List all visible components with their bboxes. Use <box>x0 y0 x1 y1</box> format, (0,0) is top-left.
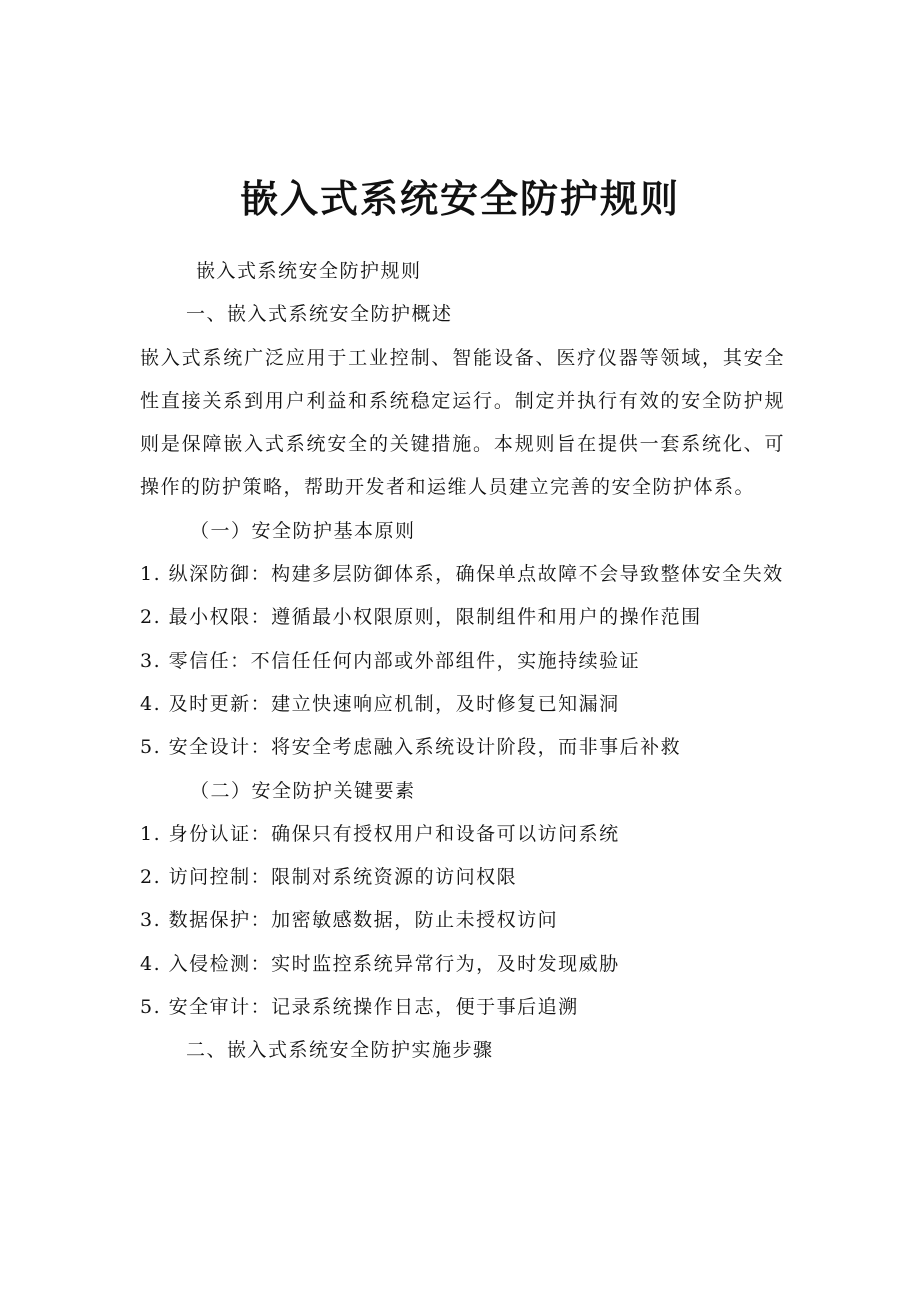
principle-item: 3. 零信任：不信任任何内部或外部组件，实施持续验证 <box>140 649 641 672</box>
section-heading-steps: 二、嵌入式系统安全防护实施步骤 <box>186 1039 494 1062</box>
subsection-heading-elements: （二）安全防护关键要素 <box>190 779 416 802</box>
element-item: 3. 数据保护：加密敏感数据，防止未授权访问 <box>140 909 559 932</box>
document-body <box>140 250 785 1073</box>
element-item: 1. 身份认证：确保只有授权用户和设备可以访问系统 <box>140 822 620 845</box>
section-heading-overview: 一、嵌入式系统安全防护概述 <box>186 303 453 326</box>
subsection-heading-principles: （一）安全防护基本原则 <box>190 519 416 542</box>
principle-item: 2. 最小权限：遵循最小权限原则，限制组件和用户的操作范围 <box>140 606 702 629</box>
element-item: 4. 入侵检测：实时监控系统异常行为，及时发现威胁 <box>140 952 620 975</box>
intro-paragraph: 嵌入式系统广泛应用于工业控制、智能设备、医疗仪器等领域，其安全性直接关系到用户利益和系统稳定运行。制定并执行有效的安全防护规则是保障嵌入式系统安全的关键措施。本规则旨在提供一套系统化、可操作的防护策略，帮助开发者和运维人员建立完善的安全防护体系。 <box>140 346 785 499</box>
principle-item: 1. 纵深防御：构建多层防御体系，确保单点故障不会导致整体安全失效 <box>140 563 784 586</box>
principle-item: 5. 安全设计：将安全考虑融入系统设计阶段，而非事后补救 <box>140 736 682 759</box>
document-subtitle: 嵌入式系统安全防护规则 <box>196 260 422 282</box>
principle-item: 4. 及时更新：建立快速响应机制，及时修复已知漏洞 <box>140 692 620 715</box>
element-item: 5. 安全审计：记录系统操作日志，便于事后追溯 <box>140 996 579 1019</box>
document-title: 嵌入式系统安全防护规则 <box>239 177 680 222</box>
element-item: 2. 访问控制：限制对系统资源的访问权限 <box>140 866 518 889</box>
